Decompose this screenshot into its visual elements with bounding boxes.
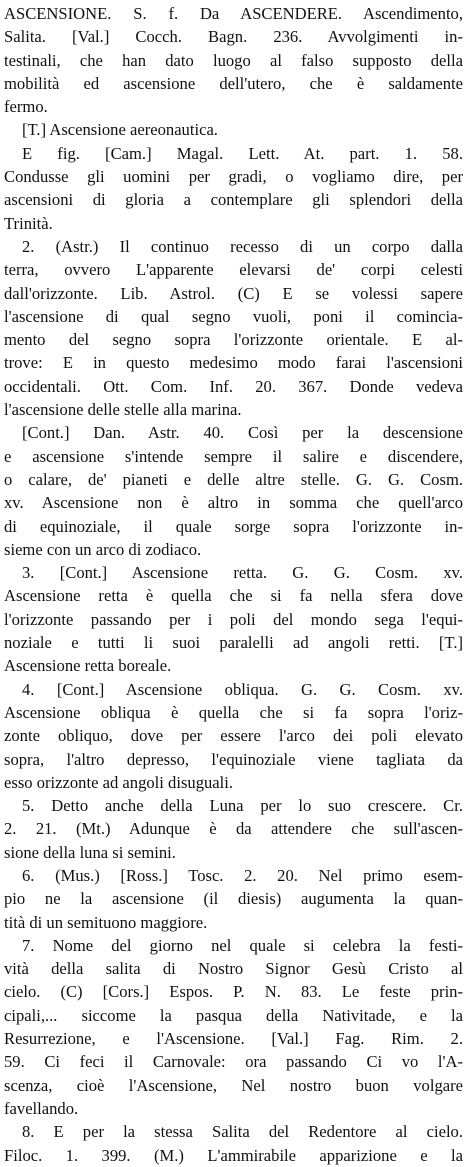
entry-text-column (4, 2, 463, 1167)
entry-text-line: ascensioni di gloria a contemplare gli splendori della (4, 190, 463, 210)
entry-text-line: 3. [Cont.] Ascensione retta. G. G. Cosm. xv. (22, 563, 463, 583)
entry-text-line: ASCENSIONE. S. f. Da ASCENDERE. Ascendimento, (4, 4, 463, 23)
entry-text-line: 6. (Mus.) [Ross.] Tosc. 2. 20. Nel primo esem- (22, 865, 463, 885)
entry-text-line: pio ne la ascensione (il diesis) augumenta la quan- (4, 889, 463, 909)
entry-text-line: Condusse gli uomini per gradi, o vogliamo dire, per (4, 167, 463, 187)
entry-text-line: Ascensione obliqua è quella che si fa sopra l'oriz- (4, 702, 463, 722)
entry-text-line: o calare, de' pianeti e delle altre stelle. G. G. Cosm. (4, 469, 463, 489)
entry-text-line: favellando. (4, 1098, 79, 1118)
entry-text-line: sione della luna si semini. (4, 842, 176, 862)
entry-text-line: l'ascensione di qual segno vuoli, poni il comincia- (4, 306, 463, 326)
entry-text-line: zonte obliquo, dove per essere l'arco dei poli elevato (4, 726, 463, 746)
entry-text-line: vità della salita di Nostro Signor Gesù Cristo al (4, 959, 463, 979)
entry-text-line: noziale e tutti li suoi paralelli ad angoli retti. [T.] (4, 633, 463, 653)
entry-text-line: di equinoziale, il quale sorge sopra l'orizzonte in- (4, 516, 463, 536)
entry-text-line: dall'orizzonte. Lib. Astrol. (C) E se volessi sapere (4, 283, 463, 303)
entry-text-line: esso orizzonte ad angoli disuguali. (4, 772, 234, 792)
entry-text-line: mobilità ed ascensione dell'utero, che è saldamente (4, 73, 463, 93)
entry-text-line: l'ascensione delle stelle alla marina. (4, 400, 242, 420)
entry-text-line: e ascensione s'intende sempre il salire e discendere, (4, 446, 463, 466)
entry-text-line: 2. 21. (Mt.) Adunque è da attendere che sull'ascen- (4, 819, 463, 839)
entry-text-line: 59. Ci feci il Carnovale: ora passando Ci vo l'A- (4, 1052, 463, 1072)
entry-text-line: terra, ovvero L'apparente elevarsi de' corpi celesti (4, 260, 463, 280)
entry-text-line: Salita. [Val.] Cocch. Bagn. 236. Avvolgimenti in- (4, 27, 463, 47)
entry-text-line: scenza, cioè l'Ascensione, Nel nostro buon volgare (4, 1075, 463, 1095)
entry-text-line: [T.] Ascensione aereonautica. (22, 120, 218, 140)
entry-text-line: xv. Ascensione non è altro in somma che quell'arco (4, 493, 463, 513)
entry-text-line: trove: E in questo medesimo modo farai l'ascensioni (4, 353, 463, 373)
entry-text-line: Filoc. 1. 399. (M.) L'ammirabile apparizione e la (4, 1145, 463, 1165)
entry-text-line: 7. Nome del giorno nel quale si celebra la festi- (22, 935, 463, 955)
entry-text-line: Resurrezione, e l'Ascensione. [Val.] Fag. Rim. 2. (4, 1029, 463, 1049)
entry-text-line: cipali,... siccome la pasqua della Nativitade, e la (4, 1005, 463, 1025)
entry-text-line: sieme con un arco di zodiaco. (4, 539, 202, 559)
entry-text-line: E fig. [Cam.] Magal. Lett. At. part. 1. 58. (22, 143, 463, 163)
entry-text-line: tità di un semituono maggiore. (4, 912, 208, 932)
entry-text-line: Trinità. (4, 213, 53, 233)
entry-text-line: 4. [Cont.] Ascensione obliqua. G. G. Cosm. xv. (22, 679, 463, 699)
entry-text-line: occidentali. Ott. Com. Inf. 20. 367. Donde vedeva (4, 376, 463, 396)
entry-text-line: [Cont.] Dan. Astr. 40. Così per la descensione (22, 423, 463, 443)
entry-text-line: mento del segno sopra l'orizzonte orientale. E al- (4, 330, 463, 350)
entry-text-line: l'orizzonte passando per i poli del mondo sega l'equi- (4, 609, 463, 629)
entry-text-line: fermo. (4, 97, 48, 117)
entry-text-line: sopra, l'altro depresso, l'equinoziale viene tagliata da (4, 749, 463, 769)
entry-text-line: Ascensione retta è quella che si fa nella sfera dove (4, 586, 463, 606)
entry-text-line: 5. Detto anche della Luna per lo suo crescere. Cr. (22, 796, 463, 816)
entry-text-line: testinali, che han dato luogo al falso supposto della (4, 50, 463, 70)
entry-text-line: Ascensione retta boreale. (4, 656, 172, 676)
entry-text-line: 2. (Astr.) Il continuo recesso di un corpo dalla (22, 236, 463, 256)
entry-text-line: 8. E per la stessa Salita del Redentore al cielo. (22, 1122, 463, 1142)
entry-text-line: cielo. (C) [Cors.] Espos. P. N. 83. Le feste prin- (4, 982, 463, 1002)
